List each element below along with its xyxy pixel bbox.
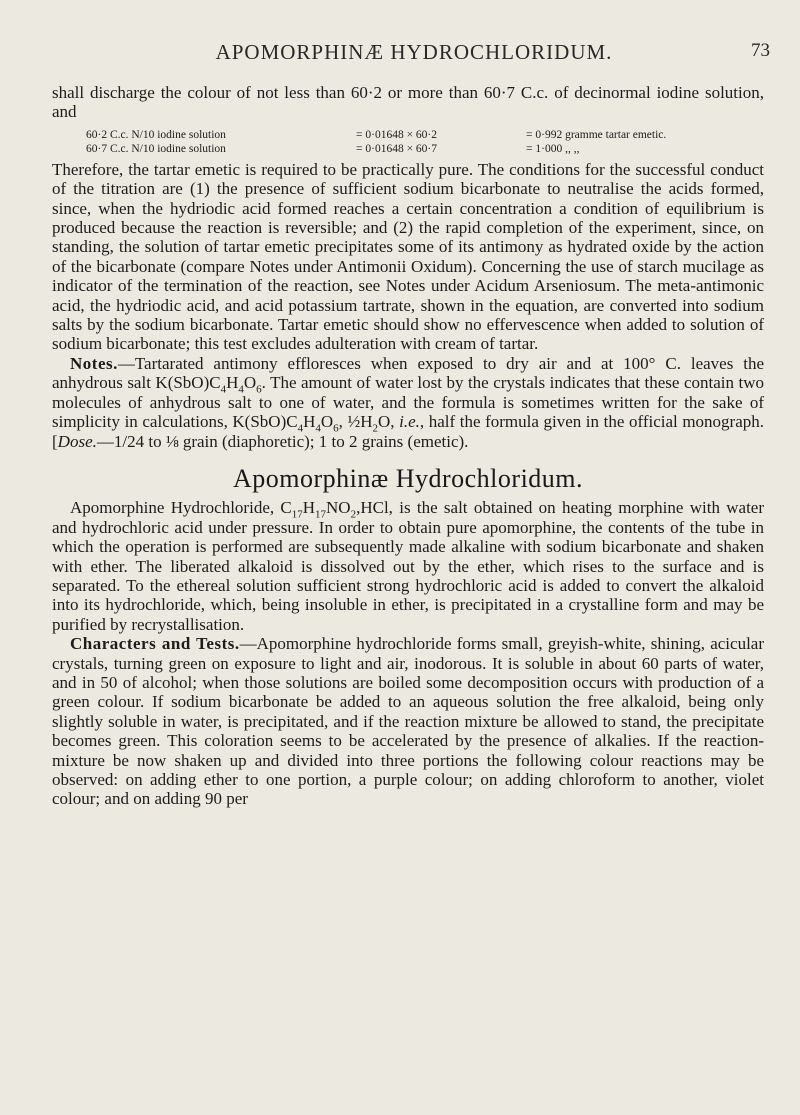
calc-lhs: 60·2 C.c. N/10 iodine solution [86, 128, 226, 141]
notes-text: O, [378, 412, 400, 432]
subscript: 17 [291, 508, 303, 521]
calc-mid: = 0·01648 × 60·2 [356, 128, 438, 141]
notes-heading: Notes. [70, 353, 118, 373]
apo-text: Apomorphine Hydrochloride, C [70, 498, 292, 518]
page-body [52, 83, 764, 809]
calc-row [86, 128, 764, 142]
notes-text: , half the formula given in the official monograph. [ [52, 412, 764, 451]
section-title: Apomorphinæ Hydrochloridum. [232, 463, 584, 493]
calc-row [86, 142, 764, 156]
subscript: 2 [372, 422, 378, 435]
subscript: 6 [333, 422, 339, 435]
page-header [58, 40, 770, 80]
notes-text: H [303, 412, 316, 432]
notes-text: O [243, 373, 257, 393]
apomorphine-paragraph [52, 498, 764, 634]
notes-text: H [226, 373, 239, 393]
apo-text: NO [326, 498, 351, 518]
page-number: 73 [751, 40, 770, 61]
characters-heading: Characters and Tests. [70, 634, 240, 654]
notes-text: . The amount of water lost by the crystals indicates that these contain two molecules of anhydrous salt to one of water, and the formula is sometimes written for the sake of simplicity in calculations, K(SbO)C [52, 373, 764, 432]
characters-paragraph [52, 634, 764, 809]
subscript: 4 [220, 383, 227, 396]
calc-lhs: 60·7 C.c. N/10 iodine solution [86, 142, 226, 155]
calc-rhs: = 0·992 gramme tartar emetic. [526, 128, 667, 141]
apo-text: H [302, 498, 316, 518]
notes-text: O [320, 412, 334, 432]
notes-paragraph [52, 354, 764, 451]
calc-rhs: = 1·000 ,, ,, [526, 142, 580, 155]
subscript: 4 [297, 422, 304, 435]
notes-ie: i.e. [399, 412, 420, 432]
subscript: 2 [350, 508, 357, 521]
running-title: APOMORPHINÆ HYDROCHLORIDUM. [215, 40, 613, 64]
paragraph-conditions: Therefore, the tartar emetic is required to be practically pure. The conditions for the successful conduct of the titration are (1) the presence of sufficient sodium bicarbonate to neutralise the acids formed, since, when the hydriodic acid formed reaches a certain concentration a condition of equilibrium is produced because the reaction is reversible; and (2) the rapid completion of the experiment, since, on standing, the solution of tartar emetic precipitates some of its antimony as hydrated oxide by the action of the bicarbonate (compare Notes under Antimonii Oxidum). Concerning the use of starch mucilage as indicator of the termination of the reaction, see Notes under Acidum Arseniosum. The meta-antimonic acid, the hydriodic acid, and acid potassium tartrate, shown in the equation, are converted into sodium salts by the sodium bicarbonate. Tartar emetic should show no effervescence when added to solution of sodium bicarbonate; this test excludes adulteration with cream of tartar. [52, 159, 764, 354]
calculation-block [86, 128, 764, 156]
subscript: 6 [256, 383, 262, 396]
calc-mid: = 0·01648 × 60·7 [356, 142, 438, 155]
subscript: 17 [315, 508, 327, 521]
dose-label: Dose. [57, 431, 97, 451]
characters-text: —Apomorphine hydrochloride forms small, greyish-white, shining, acicular crystals, turning green on exposure to light and air, inodorous. It is soluble in about 60 parts of water, and in 50 of alcohol; when those solutions are boiled some decomposition occurs with production of a green colour. If sodium bicarbonate be added to an aqueous solution the free alkaloid, being only slightly soluble in water, is precipitated, and if the reaction mixture be allowed to stand, the precipitate becomes green. This coloration seems to be accelerated by the presence of alkalies. If the reaction-mixture be now shaken up and divided into three portions the following colour reactions may be observed: on adding ether to one portion, a purple colour; on adding chloroform to another, violet colour; and on adding 90 per [52, 634, 764, 809]
dose-text: —1/24 to ⅛ grain (diaphoretic); 1 to 2 grains (emetic). [96, 431, 469, 451]
notes-text: —Tartarated antimony effloresces when exposed to dry air and at 100° C. leaves the anhydrous salt K(SbO)C [52, 353, 764, 393]
apo-text: ,HCl, is the salt obtained on heating morphine with water and hydrochloric acid under pressure. In order to obtain pure apomorphine, the contents of the tube in which the operation is performed are subsequently made alkaline with sodium bicarbonate and shaken with ether. The liberated alkaloid is dissolved out by the ether, which rises to the surface and is separated. To the ethereal solution sufficient strong hydrochloric acid is added to convert the alkaloid into its hydrochloride, which, being insoluble in ether, is precipitated in a crystalline form and may be purified by recrystallisation. [52, 498, 764, 634]
subscript: 4 [315, 422, 321, 435]
subscript: 4 [238, 383, 244, 396]
notes-text: , ½H [338, 412, 373, 432]
paragraph-titration-continued: shall discharge the colour of not less than 60·2 or more than 60·7 C.c. of decinormal iodine solution, and [52, 83, 764, 122]
